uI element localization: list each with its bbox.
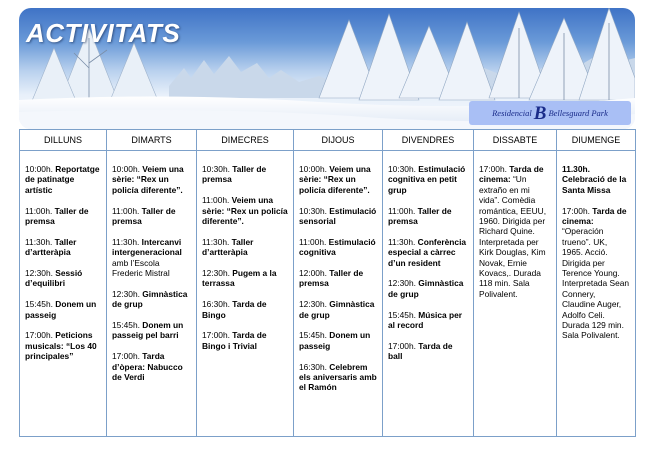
activity-item bbox=[299, 362, 377, 393]
activity-item bbox=[202, 237, 288, 258]
activity-item bbox=[388, 164, 468, 195]
activity-text: Estimulació cognitiva bbox=[299, 236, 376, 258]
activity-text: Estimulació cognitiva en petit grup bbox=[388, 164, 466, 195]
activity-item bbox=[112, 351, 191, 382]
day-cell-tuesday bbox=[107, 151, 197, 437]
activity-text: Veiem una sèrie: “Rex un policía diferente”. bbox=[299, 164, 371, 195]
activity-item bbox=[202, 299, 288, 320]
activity-item bbox=[25, 164, 101, 195]
activity-item bbox=[299, 268, 377, 289]
day-cell-sunday bbox=[557, 151, 636, 437]
activity-item bbox=[202, 195, 288, 226]
activity-item bbox=[25, 268, 101, 289]
activity-item bbox=[112, 320, 191, 341]
activity-text: Taller de premsa bbox=[25, 205, 89, 227]
day-header: DIJOUS bbox=[294, 130, 383, 151]
activity-note: “Un extraño en mi vida”. Comèdia romántica, EEUU, 1960. Dirigida per Richard Quine. Interpretada per Kirk Douglas, Kim Novak, Ernie Kovacs,. Durada 118 min. Sala Polivalent. bbox=[479, 174, 547, 299]
page-title: ACTIVITATS bbox=[26, 18, 181, 48]
activity-item bbox=[25, 206, 101, 227]
header-banner bbox=[19, 8, 635, 129]
activity-time: 16:30h. bbox=[202, 299, 230, 310]
activity-text: Taller de premsa bbox=[112, 205, 176, 227]
activity-time: 12:30h. bbox=[299, 299, 327, 310]
logo-text-right: Bellesguard Park bbox=[548, 108, 608, 118]
activity-text: Taller de premsa bbox=[388, 205, 452, 227]
activity-text: Estimulació sensorial bbox=[299, 205, 377, 227]
activity-item bbox=[299, 206, 377, 227]
activity-time: 10:00h. bbox=[25, 164, 53, 174]
activity-time: 11:30h. bbox=[388, 236, 416, 247]
activity-time: 16:30h. bbox=[299, 361, 327, 372]
day-header: DISSABTE bbox=[474, 130, 557, 151]
activity-time: 11:30h. bbox=[25, 236, 53, 247]
activity-text: Tarda de cinema: bbox=[562, 205, 627, 227]
activity-time: 17:00h. bbox=[112, 351, 140, 362]
activity-text: Donem un passeig pel barri bbox=[112, 320, 184, 341]
activity-time: 10:00h. bbox=[299, 164, 327, 174]
activity-text: Celebració de la Santa Missa bbox=[562, 174, 627, 195]
activity-time: 17:00h. bbox=[388, 340, 416, 351]
activity-text: Conferència especial a càrrec d’un resident bbox=[388, 236, 467, 268]
activity-item bbox=[388, 206, 468, 227]
day-header: DILLUNS bbox=[20, 130, 107, 151]
day-header: DIMECRES bbox=[197, 130, 294, 151]
day-cell-thursday bbox=[294, 151, 383, 437]
activity-text: Reportatge de patinatge artístic bbox=[25, 164, 100, 195]
activity-note: “Operación trueno”. UK, 1965. Acció. Dirigida per Terence Young. Interpretada Sean Connery, Claudine Auger, Adolfo Celi. Durada 129 min. Sala Polivalent. bbox=[562, 226, 630, 341]
activity-text: Sessió d’equilibri bbox=[25, 268, 83, 289]
day-cell-wednesday bbox=[197, 151, 294, 437]
activity-time: 11:00h. bbox=[299, 236, 327, 247]
activity-item bbox=[562, 206, 630, 341]
activity-text: Celebrem els aniversaris amb el Ramón bbox=[299, 361, 377, 393]
activity-time: 11:00h. bbox=[112, 205, 140, 216]
activity-text: Música per al record bbox=[388, 309, 463, 331]
day-cell-friday bbox=[383, 151, 474, 437]
day-header: DIUMENGE bbox=[557, 130, 636, 151]
activity-time: 12:30h. bbox=[202, 268, 230, 279]
activity-text: Donem un passeig bbox=[25, 299, 97, 320]
activity-time: 10:30h. bbox=[202, 164, 230, 174]
activity-time: 11:00h. bbox=[388, 205, 416, 216]
activity-text: Gimnàstica de grup bbox=[299, 299, 375, 320]
day-header: DIVENDRES bbox=[383, 130, 474, 151]
activity-text: Gimnàstica de grup bbox=[388, 278, 464, 299]
activity-item bbox=[299, 164, 377, 195]
activity-text: Donem un passeig bbox=[299, 330, 371, 351]
activity-time: 10:00h. bbox=[112, 164, 140, 174]
activity-time: 11:30h. bbox=[112, 236, 140, 247]
activity-item bbox=[25, 299, 101, 320]
activity-time: 15:45h. bbox=[299, 330, 327, 341]
activity-time: 12:30h. bbox=[388, 278, 416, 289]
activity-text: Gimnàstica de grup bbox=[112, 288, 188, 310]
activity-item bbox=[112, 237, 191, 279]
activity-time: 11:00h. bbox=[202, 195, 230, 206]
activity-time: 17:00h. bbox=[202, 330, 230, 341]
activity-time: 15:45h. bbox=[388, 309, 416, 320]
logo-monogram: B bbox=[533, 102, 547, 124]
activity-time: 12:30h. bbox=[112, 288, 140, 299]
activity-text: Pugem a la terrassa bbox=[202, 268, 277, 289]
activity-text: Taller de premsa bbox=[299, 268, 364, 289]
activity-text: Taller de premsa bbox=[202, 164, 267, 185]
activity-time: 11:30h. bbox=[202, 236, 230, 247]
activity-text: Tarda de Bingo i Trivial bbox=[202, 330, 267, 351]
activity-item bbox=[299, 330, 377, 351]
activity-time: 17:00h. bbox=[562, 205, 590, 216]
activity-item bbox=[479, 164, 551, 299]
activity-item bbox=[299, 299, 377, 320]
activity-item bbox=[388, 237, 468, 268]
activity-item bbox=[112, 289, 191, 310]
day-header-row bbox=[20, 130, 636, 151]
weekly-schedule-table bbox=[19, 129, 636, 437]
activities-row bbox=[20, 151, 636, 437]
activity-item bbox=[202, 164, 288, 185]
activity-time: 17:00h. bbox=[25, 330, 53, 341]
activity-text: Taller d’artteràpia bbox=[202, 236, 254, 258]
activity-item bbox=[562, 164, 630, 195]
activity-time: 12:00h. bbox=[299, 268, 327, 279]
activity-text: Tarda d’òpera: Nabucco de Verdi bbox=[112, 351, 183, 383]
activity-time: 15:45h. bbox=[112, 320, 140, 331]
activity-item bbox=[388, 310, 468, 331]
activity-time: 12:30h. bbox=[25, 268, 53, 279]
logo-text-left: Residencial bbox=[492, 108, 532, 118]
residence-logo bbox=[469, 101, 631, 125]
activity-text: Veiem una sèrie: “Rex un policía diferente”. bbox=[202, 195, 288, 227]
activity-time: 17:00h. bbox=[479, 164, 507, 174]
activity-time: 15:45h. bbox=[25, 299, 53, 310]
activity-item bbox=[299, 237, 377, 258]
activity-item bbox=[25, 237, 101, 258]
day-cell-saturday bbox=[474, 151, 557, 437]
activity-text: Tarda de ball bbox=[388, 340, 453, 362]
activity-item bbox=[202, 330, 288, 351]
activity-text: Taller d’artteràpia bbox=[25, 236, 77, 258]
day-cell-monday bbox=[20, 151, 107, 437]
activity-text: Peticions musicals: “Los 40 principales” bbox=[25, 330, 97, 362]
day-header: DIMARTS bbox=[107, 130, 197, 151]
activity-item bbox=[25, 330, 101, 361]
activity-text: Intercanvi intergeneracional bbox=[112, 236, 182, 258]
activity-item bbox=[388, 341, 468, 362]
activity-text: Tarda de cinema: bbox=[479, 164, 544, 185]
activity-item bbox=[388, 278, 468, 299]
activity-time: 10:30h. bbox=[299, 205, 327, 216]
activity-text: Veiem una sèrie: “Rex un policía diferente”. bbox=[112, 164, 184, 195]
activity-time: 11.30h. bbox=[562, 164, 590, 174]
activity-time: 11:00h. bbox=[25, 205, 53, 216]
activity-item bbox=[112, 206, 191, 227]
activity-item bbox=[112, 164, 191, 195]
activity-note: amb l’Escola Frederic Mistral bbox=[112, 257, 170, 279]
activity-text: Tarda de Bingo bbox=[202, 299, 267, 320]
activity-time: 10:30h. bbox=[388, 164, 416, 174]
activity-item bbox=[202, 268, 288, 289]
